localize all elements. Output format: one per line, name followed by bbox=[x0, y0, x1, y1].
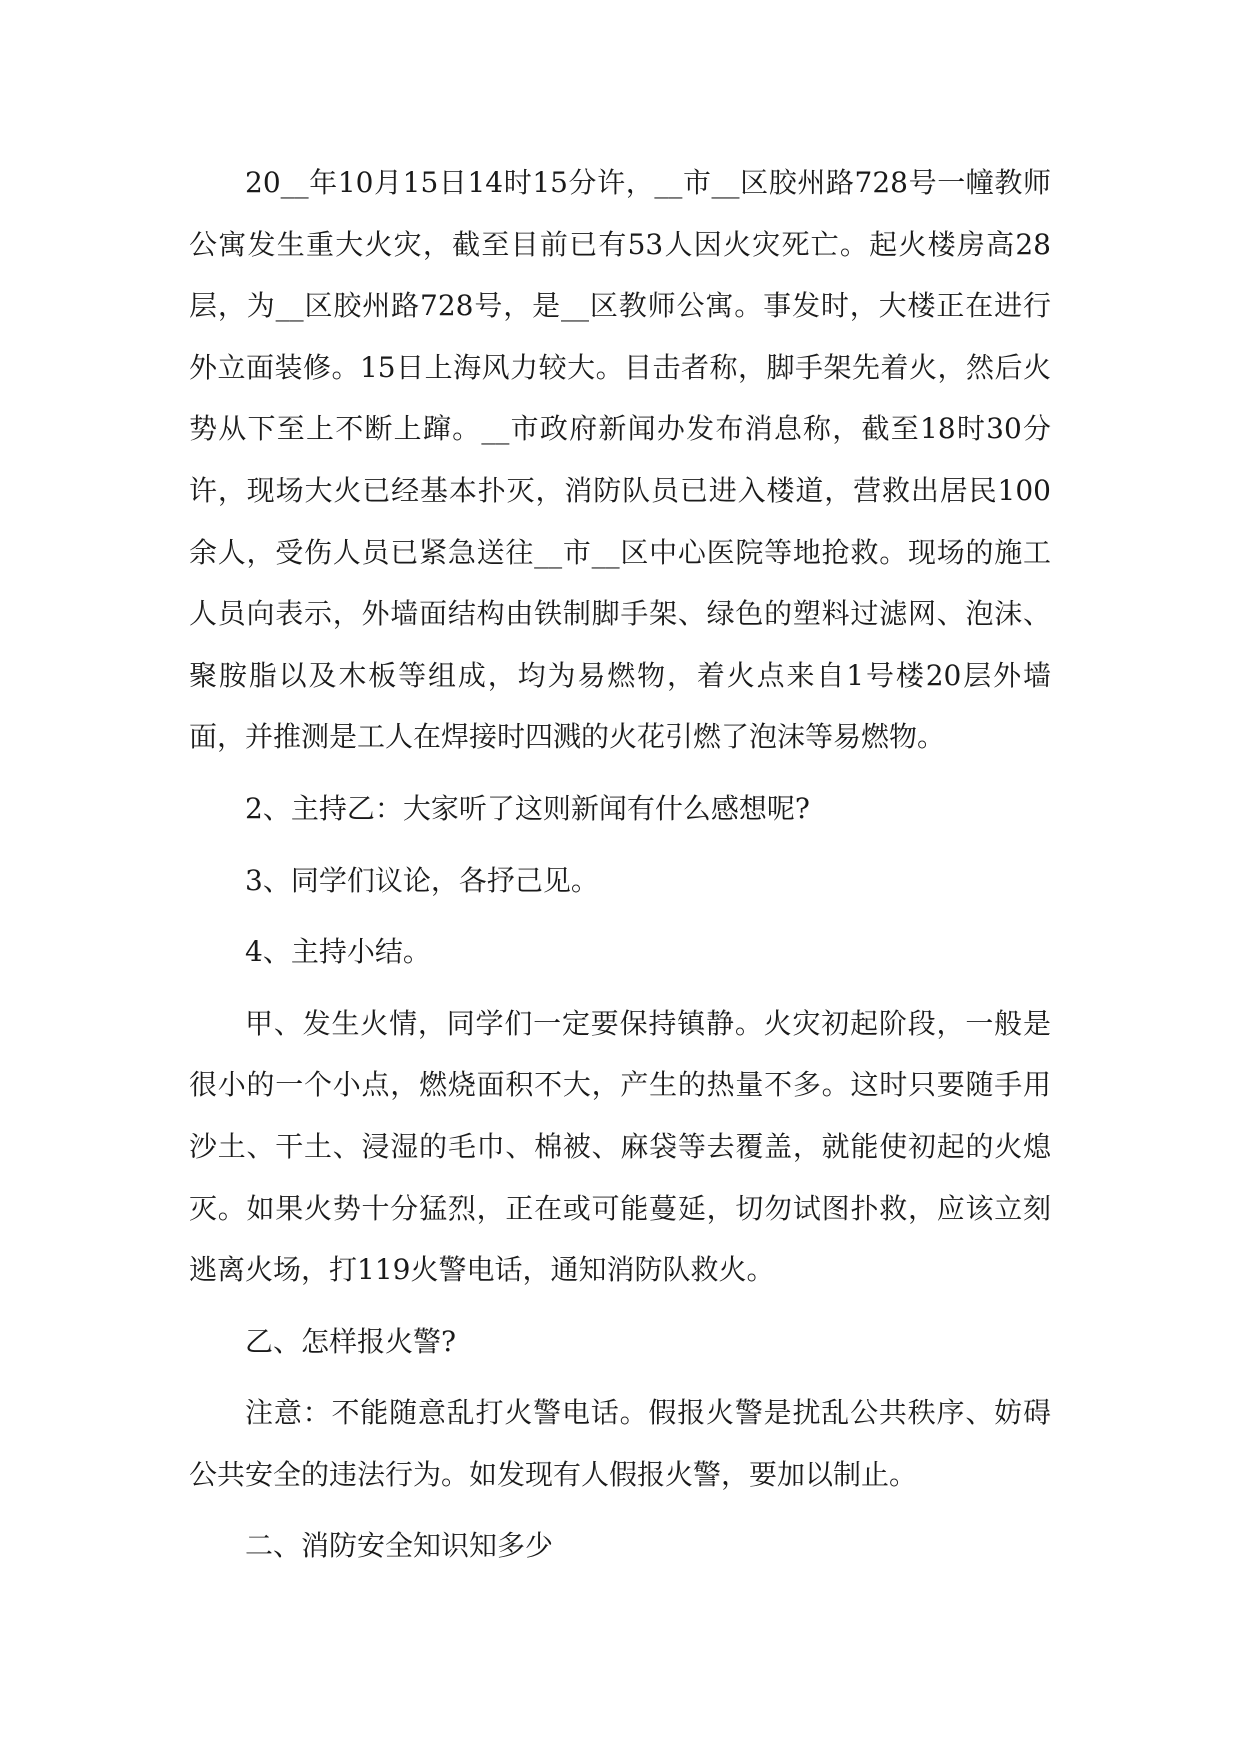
section-heading-fire-safety: 二、消防安全知识知多少 bbox=[245, 1529, 554, 1563]
paragraph-fire-response: 甲、发生火情，同学们一定要保持镇静。火灾初起阶段，一般是很小的一个小点，燃烧面积不大，产生的热量不多。这时只要随手用沙土、干土、浸湿的毛巾、棉被、麻袋等去覆盖，就能使初起的火熄灭。如果火势十分猛烈，正在或可能蔓延，切勿试图扑救，应该立刻逃离火场，打119火警电话，通知消防队救火。 bbox=[189, 1006, 1051, 1287]
paragraph-how-to-report: 乙、怎样报火警? bbox=[245, 1324, 457, 1358]
paragraph-host-summary: 4、主持小结。 bbox=[245, 935, 431, 969]
document-body bbox=[189, 152, 1051, 1587]
paragraph-warning-note: 注意：不能随意乱打火警电话。假报火警是扰乱公共秩序、妨碍公共安全的违法行为。如发现有人假报火警，要加以制止。 bbox=[189, 1396, 1051, 1491]
paragraph-host-question: 2、主持乙：大家听了这则新闻有什么感想呢? bbox=[245, 791, 810, 825]
paragraph-news-report: 20__年10月15日14时15分许，__市__区胶州路728号一幢教师公寓发生重大火灾，截至目前已有53人因火灾死亡。起火楼房高28层，为__区胶州路728号，是__区教师公寓。事发时，大楼正在进行外立面装修。15日上海风力较大。目击者称，脚手架先着火，然后火势从下至上不断上蹿。__市政府新闻办发布消息称，截至18时30分许，现场大火已经基本扑灭，消防队员已进入楼道，营救出居民100余人，受伤人员已紧急送往__市__区中心医院等地抢救。现场的施工人员向表示，外墙面结构由铁制脚手架、绿色的塑料过滤网、泡沫、聚胺脂以及木板等组成，均为易燃物，着火点来自1号楼20层外墙面，并推测是工人在焊接时四溅的火花引燃了泡沫等易燃物。 bbox=[189, 166, 1051, 754]
paragraph-discussion: 3、同学们议论，各抒己见。 bbox=[245, 863, 599, 897]
